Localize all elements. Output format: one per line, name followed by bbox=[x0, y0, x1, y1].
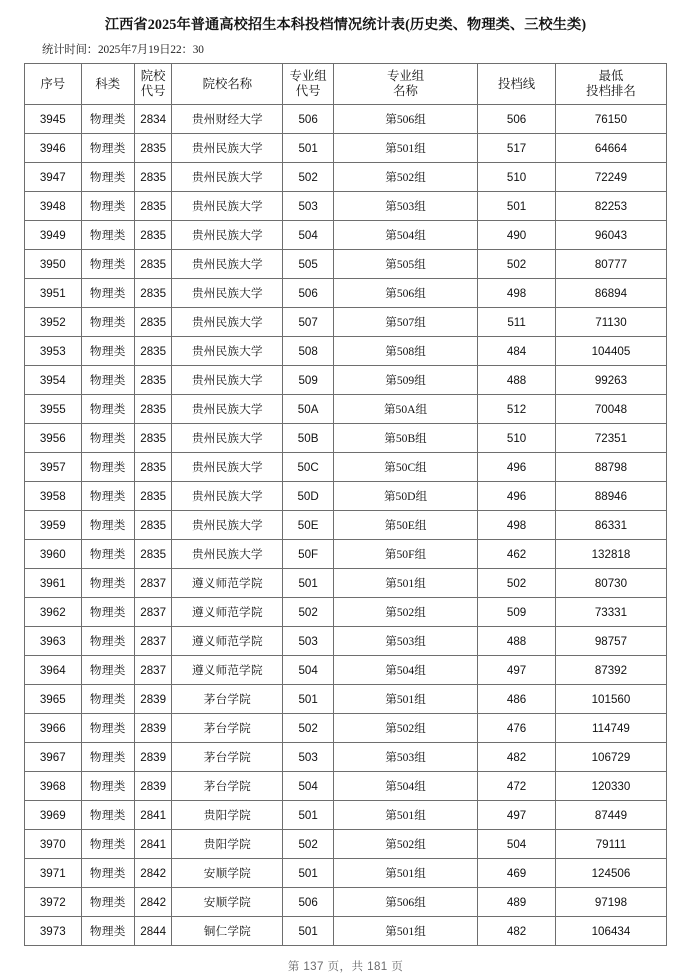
cell-score: 498 bbox=[478, 279, 556, 308]
cell-group-code: 504 bbox=[283, 772, 333, 801]
cell-group-code: 503 bbox=[283, 743, 333, 772]
cell-rank: 76150 bbox=[555, 105, 666, 134]
column-header-school-code-line2: 代号 bbox=[140, 84, 166, 98]
cell-seq: 3968 bbox=[25, 772, 82, 801]
cell-seq: 3955 bbox=[25, 395, 82, 424]
cell-seq: 3973 bbox=[25, 917, 82, 946]
cell-group-name: 第50F组 bbox=[333, 540, 477, 569]
table-row bbox=[25, 888, 667, 917]
cell-group-name: 第50A组 bbox=[333, 395, 477, 424]
cell-group-code: 509 bbox=[283, 366, 333, 395]
table-row bbox=[25, 337, 667, 366]
cell-school-code: 2834 bbox=[135, 105, 172, 134]
cell-school-name: 安顺学院 bbox=[172, 859, 283, 888]
column-header-category: 科类 bbox=[81, 64, 135, 105]
admission-score-table bbox=[24, 63, 667, 946]
cell-group-name: 第506组 bbox=[333, 888, 477, 917]
cell-score: 482 bbox=[478, 917, 556, 946]
cell-group-code: 50E bbox=[283, 511, 333, 540]
table-row bbox=[25, 743, 667, 772]
cell-group-code: 50C bbox=[283, 453, 333, 482]
table-row bbox=[25, 308, 667, 337]
table-header bbox=[25, 64, 667, 105]
cell-group-name: 第503组 bbox=[333, 627, 477, 656]
cell-school-code: 2844 bbox=[135, 917, 172, 946]
cell-school-code: 2835 bbox=[135, 395, 172, 424]
cell-school-name: 遵义师范学院 bbox=[172, 656, 283, 685]
cell-score: 496 bbox=[478, 482, 556, 511]
cell-school-code: 2835 bbox=[135, 337, 172, 366]
cell-category: 物理类 bbox=[81, 656, 135, 685]
cell-group-name: 第504组 bbox=[333, 221, 477, 250]
cell-group-code: 508 bbox=[283, 337, 333, 366]
cell-group-code: 502 bbox=[283, 714, 333, 743]
cell-category: 物理类 bbox=[81, 540, 135, 569]
cell-score: 488 bbox=[478, 366, 556, 395]
cell-school-name: 贵州民族大学 bbox=[172, 337, 283, 366]
cell-school-code: 2835 bbox=[135, 163, 172, 192]
cell-score: 486 bbox=[478, 685, 556, 714]
table-body bbox=[25, 105, 667, 946]
column-header-school-code bbox=[135, 64, 172, 105]
cell-category: 物理类 bbox=[81, 830, 135, 859]
cell-category: 物理类 bbox=[81, 772, 135, 801]
cell-school-code: 2841 bbox=[135, 801, 172, 830]
column-header-group-code-line2: 代号 bbox=[295, 84, 321, 98]
cell-category: 物理类 bbox=[81, 395, 135, 424]
cell-score: 484 bbox=[478, 337, 556, 366]
cell-seq: 3960 bbox=[25, 540, 82, 569]
cell-category: 物理类 bbox=[81, 569, 135, 598]
cell-group-code: 501 bbox=[283, 859, 333, 888]
cell-school-name: 贵州民族大学 bbox=[172, 424, 283, 453]
cell-rank: 88798 bbox=[555, 453, 666, 482]
cell-school-name: 贵州民族大学 bbox=[172, 540, 283, 569]
cell-category: 物理类 bbox=[81, 163, 135, 192]
cell-school-code: 2835 bbox=[135, 221, 172, 250]
cell-rank: 72249 bbox=[555, 163, 666, 192]
cell-school-name: 茅台学院 bbox=[172, 772, 283, 801]
cell-group-code: 503 bbox=[283, 192, 333, 221]
cell-rank: 71130 bbox=[555, 308, 666, 337]
cell-group-code: 506 bbox=[283, 105, 333, 134]
cell-score: 502 bbox=[478, 569, 556, 598]
cell-category: 物理类 bbox=[81, 366, 135, 395]
cell-rank: 72351 bbox=[555, 424, 666, 453]
cell-group-name: 第50B组 bbox=[333, 424, 477, 453]
cell-score: 510 bbox=[478, 163, 556, 192]
table-row bbox=[25, 772, 667, 801]
cell-school-name: 贵阳学院 bbox=[172, 801, 283, 830]
cell-seq: 3946 bbox=[25, 134, 82, 163]
cell-score: 472 bbox=[478, 772, 556, 801]
table-row bbox=[25, 656, 667, 685]
cell-category: 物理类 bbox=[81, 337, 135, 366]
cell-school-name: 贵州民族大学 bbox=[172, 511, 283, 540]
column-header-group-code bbox=[283, 64, 333, 105]
cell-category: 物理类 bbox=[81, 511, 135, 540]
cell-category: 物理类 bbox=[81, 453, 135, 482]
cell-group-name: 第501组 bbox=[333, 859, 477, 888]
cell-score: 476 bbox=[478, 714, 556, 743]
cell-category: 物理类 bbox=[81, 859, 135, 888]
cell-group-code: 501 bbox=[283, 134, 333, 163]
column-header-school-code-line1: 院校 bbox=[140, 69, 166, 83]
table-row bbox=[25, 569, 667, 598]
cell-group-name: 第502组 bbox=[333, 714, 477, 743]
cell-score: 482 bbox=[478, 743, 556, 772]
cell-score: 511 bbox=[478, 308, 556, 337]
cell-seq: 3951 bbox=[25, 279, 82, 308]
table-row bbox=[25, 395, 667, 424]
cell-seq: 3952 bbox=[25, 308, 82, 337]
cell-rank: 120330 bbox=[555, 772, 666, 801]
column-header-rank-line2: 投档排名 bbox=[586, 84, 636, 98]
cell-group-name: 第508组 bbox=[333, 337, 477, 366]
cell-rank: 86331 bbox=[555, 511, 666, 540]
cell-rank: 70048 bbox=[555, 395, 666, 424]
column-header-rank bbox=[555, 64, 666, 105]
page-title: 江西省2025年普通高校招生本科投档情况统计表(历史类、物理类、三校生类) bbox=[104, 17, 587, 33]
cell-school-name: 茅台学院 bbox=[172, 714, 283, 743]
page-footer: 第 137 页，共 181 页 bbox=[287, 960, 404, 973]
cell-group-name: 第503组 bbox=[333, 743, 477, 772]
cell-school-code: 2839 bbox=[135, 685, 172, 714]
table-header-row bbox=[25, 64, 667, 105]
cell-school-name: 贵州财经大学 bbox=[172, 105, 283, 134]
cell-group-name: 第504组 bbox=[333, 656, 477, 685]
cell-school-code: 2841 bbox=[135, 830, 172, 859]
cell-group-code: 50D bbox=[283, 482, 333, 511]
cell-school-code: 2842 bbox=[135, 888, 172, 917]
cell-school-code: 2835 bbox=[135, 453, 172, 482]
cell-group-code: 502 bbox=[283, 163, 333, 192]
cell-school-name: 贵阳学院 bbox=[172, 830, 283, 859]
cell-school-name: 贵州民族大学 bbox=[172, 250, 283, 279]
stat-time-label: 统计时间：2025年7月19日22：30 bbox=[42, 44, 204, 56]
cell-seq: 3956 bbox=[25, 424, 82, 453]
cell-score: 504 bbox=[478, 830, 556, 859]
cell-school-name: 安顺学院 bbox=[172, 888, 283, 917]
cell-group-name: 第501组 bbox=[333, 801, 477, 830]
cell-school-name: 遵义师范学院 bbox=[172, 627, 283, 656]
cell-school-name: 贵州民族大学 bbox=[172, 482, 283, 511]
cell-school-code: 2835 bbox=[135, 250, 172, 279]
cell-group-name: 第50C组 bbox=[333, 453, 477, 482]
cell-seq: 3966 bbox=[25, 714, 82, 743]
cell-school-code: 2835 bbox=[135, 482, 172, 511]
column-header-score: 投档线 bbox=[478, 64, 556, 105]
cell-category: 物理类 bbox=[81, 134, 135, 163]
cell-group-name: 第503组 bbox=[333, 192, 477, 221]
cell-category: 物理类 bbox=[81, 221, 135, 250]
cell-school-name: 贵州民族大学 bbox=[172, 366, 283, 395]
cell-score: 496 bbox=[478, 453, 556, 482]
cell-school-name: 茅台学院 bbox=[172, 685, 283, 714]
cell-rank: 97198 bbox=[555, 888, 666, 917]
column-header-group-name-line2: 名称 bbox=[393, 84, 418, 98]
cell-score: 497 bbox=[478, 801, 556, 830]
cell-group-code: 504 bbox=[283, 656, 333, 685]
cell-seq: 3949 bbox=[25, 221, 82, 250]
cell-group-name: 第502组 bbox=[333, 830, 477, 859]
cell-group-name: 第505组 bbox=[333, 250, 477, 279]
cell-school-code: 2842 bbox=[135, 859, 172, 888]
cell-category: 物理类 bbox=[81, 279, 135, 308]
cell-rank: 86894 bbox=[555, 279, 666, 308]
cell-category: 物理类 bbox=[81, 250, 135, 279]
cell-school-code: 2835 bbox=[135, 192, 172, 221]
table-row bbox=[25, 598, 667, 627]
table-row bbox=[25, 714, 667, 743]
cell-score: 506 bbox=[478, 105, 556, 134]
cell-school-name: 贵州民族大学 bbox=[172, 453, 283, 482]
cell-seq: 3964 bbox=[25, 656, 82, 685]
cell-score: 489 bbox=[478, 888, 556, 917]
cell-category: 物理类 bbox=[81, 598, 135, 627]
column-header-group-code-line1: 专业组 bbox=[289, 69, 327, 83]
cell-rank: 114749 bbox=[555, 714, 666, 743]
cell-group-code: 506 bbox=[283, 279, 333, 308]
column-header-group-name bbox=[333, 64, 477, 105]
table-row bbox=[25, 192, 667, 221]
cell-group-name: 第507组 bbox=[333, 308, 477, 337]
table-row bbox=[25, 221, 667, 250]
cell-school-name: 遵义师范学院 bbox=[172, 598, 283, 627]
cell-group-name: 第50D组 bbox=[333, 482, 477, 511]
table-row bbox=[25, 424, 667, 453]
cell-group-code: 501 bbox=[283, 801, 333, 830]
cell-seq: 3959 bbox=[25, 511, 82, 540]
cell-group-name: 第501组 bbox=[333, 917, 477, 946]
cell-rank: 87449 bbox=[555, 801, 666, 830]
cell-school-code: 2837 bbox=[135, 598, 172, 627]
cell-score: 509 bbox=[478, 598, 556, 627]
cell-score: 501 bbox=[478, 192, 556, 221]
cell-rank: 98757 bbox=[555, 627, 666, 656]
column-header-seq: 序号 bbox=[25, 64, 82, 105]
cell-rank: 88946 bbox=[555, 482, 666, 511]
column-header-school-name: 院校名称 bbox=[172, 64, 283, 105]
cell-seq: 3953 bbox=[25, 337, 82, 366]
cell-category: 物理类 bbox=[81, 888, 135, 917]
cell-seq: 3945 bbox=[25, 105, 82, 134]
cell-group-name: 第506组 bbox=[333, 279, 477, 308]
cell-school-name: 贵州民族大学 bbox=[172, 163, 283, 192]
cell-school-code: 2835 bbox=[135, 366, 172, 395]
cell-seq: 3965 bbox=[25, 685, 82, 714]
cell-school-code: 2839 bbox=[135, 743, 172, 772]
cell-school-code: 2835 bbox=[135, 279, 172, 308]
cell-rank: 73331 bbox=[555, 598, 666, 627]
cell-category: 物理类 bbox=[81, 424, 135, 453]
cell-school-code: 2837 bbox=[135, 569, 172, 598]
table-row bbox=[25, 801, 667, 830]
cell-school-name: 贵州民族大学 bbox=[172, 308, 283, 337]
cell-score: 517 bbox=[478, 134, 556, 163]
cell-score: 498 bbox=[478, 511, 556, 540]
cell-seq: 3970 bbox=[25, 830, 82, 859]
cell-school-code: 2839 bbox=[135, 714, 172, 743]
cell-seq: 3958 bbox=[25, 482, 82, 511]
cell-rank: 106434 bbox=[555, 917, 666, 946]
cell-group-code: 501 bbox=[283, 569, 333, 598]
cell-score: 462 bbox=[478, 540, 556, 569]
cell-seq: 3957 bbox=[25, 453, 82, 482]
cell-school-name: 遵义师范学院 bbox=[172, 569, 283, 598]
cell-group-name: 第501组 bbox=[333, 685, 477, 714]
cell-score: 510 bbox=[478, 424, 556, 453]
cell-group-code: 504 bbox=[283, 221, 333, 250]
cell-category: 物理类 bbox=[81, 192, 135, 221]
cell-school-name: 茅台学院 bbox=[172, 743, 283, 772]
table-row bbox=[25, 917, 667, 946]
cell-school-name: 贵州民族大学 bbox=[172, 279, 283, 308]
cell-group-name: 第504组 bbox=[333, 772, 477, 801]
cell-score: 497 bbox=[478, 656, 556, 685]
cell-group-code: 50F bbox=[283, 540, 333, 569]
cell-seq: 3950 bbox=[25, 250, 82, 279]
cell-rank: 82253 bbox=[555, 192, 666, 221]
table-row bbox=[25, 105, 667, 134]
cell-school-name: 贵州民族大学 bbox=[172, 134, 283, 163]
cell-seq: 3947 bbox=[25, 163, 82, 192]
column-header-rank-line1: 最低 bbox=[598, 69, 624, 83]
cell-category: 物理类 bbox=[81, 801, 135, 830]
table-row bbox=[25, 830, 667, 859]
cell-school-code: 2835 bbox=[135, 308, 172, 337]
table-row bbox=[25, 163, 667, 192]
cell-seq: 3969 bbox=[25, 801, 82, 830]
cell-group-code: 502 bbox=[283, 830, 333, 859]
cell-school-code: 2839 bbox=[135, 772, 172, 801]
cell-rank: 104405 bbox=[555, 337, 666, 366]
cell-seq: 3972 bbox=[25, 888, 82, 917]
cell-school-code: 2835 bbox=[135, 540, 172, 569]
cell-group-name: 第509组 bbox=[333, 366, 477, 395]
cell-category: 物理类 bbox=[81, 308, 135, 337]
cell-category: 物理类 bbox=[81, 627, 135, 656]
cell-group-code: 501 bbox=[283, 917, 333, 946]
cell-group-code: 50A bbox=[283, 395, 333, 424]
cell-category: 物理类 bbox=[81, 685, 135, 714]
cell-group-name: 第50E组 bbox=[333, 511, 477, 540]
table-row bbox=[25, 859, 667, 888]
cell-rank: 64664 bbox=[555, 134, 666, 163]
cell-rank: 79111 bbox=[555, 830, 666, 859]
cell-group-code: 50B bbox=[283, 424, 333, 453]
cell-score: 512 bbox=[478, 395, 556, 424]
table-row bbox=[25, 250, 667, 279]
table-row bbox=[25, 453, 667, 482]
cell-score: 490 bbox=[478, 221, 556, 250]
cell-school-name: 贵州民族大学 bbox=[172, 192, 283, 221]
cell-group-code: 506 bbox=[283, 888, 333, 917]
cell-group-code: 505 bbox=[283, 250, 333, 279]
table-row bbox=[25, 685, 667, 714]
cell-group-name: 第501组 bbox=[333, 134, 477, 163]
cell-seq: 3967 bbox=[25, 743, 82, 772]
cell-school-code: 2835 bbox=[135, 511, 172, 540]
cell-school-code: 2835 bbox=[135, 134, 172, 163]
cell-rank: 96043 bbox=[555, 221, 666, 250]
cell-rank: 101560 bbox=[555, 685, 666, 714]
cell-group-name: 第506组 bbox=[333, 105, 477, 134]
cell-seq: 3963 bbox=[25, 627, 82, 656]
cell-school-name: 贵州民族大学 bbox=[172, 221, 283, 250]
cell-group-name: 第501组 bbox=[333, 569, 477, 598]
cell-score: 469 bbox=[478, 859, 556, 888]
cell-group-name: 第502组 bbox=[333, 598, 477, 627]
table-row bbox=[25, 627, 667, 656]
cell-seq: 3961 bbox=[25, 569, 82, 598]
cell-rank: 99263 bbox=[555, 366, 666, 395]
cell-score: 502 bbox=[478, 250, 556, 279]
cell-school-code: 2835 bbox=[135, 424, 172, 453]
cell-category: 物理类 bbox=[81, 743, 135, 772]
cell-seq: 3962 bbox=[25, 598, 82, 627]
cell-school-name: 贵州民族大学 bbox=[172, 395, 283, 424]
table-row bbox=[25, 482, 667, 511]
table-row bbox=[25, 540, 667, 569]
table-row bbox=[25, 279, 667, 308]
cell-school-code: 2837 bbox=[135, 627, 172, 656]
cell-rank: 87392 bbox=[555, 656, 666, 685]
cell-score: 488 bbox=[478, 627, 556, 656]
cell-seq: 3948 bbox=[25, 192, 82, 221]
cell-school-code: 2837 bbox=[135, 656, 172, 685]
cell-school-name: 铜仁学院 bbox=[172, 917, 283, 946]
cell-group-name: 第502组 bbox=[333, 163, 477, 192]
cell-rank: 80777 bbox=[555, 250, 666, 279]
table-row bbox=[25, 366, 667, 395]
cell-rank: 124506 bbox=[555, 859, 666, 888]
cell-rank: 132818 bbox=[555, 540, 666, 569]
cell-rank: 106729 bbox=[555, 743, 666, 772]
cell-category: 物理类 bbox=[81, 917, 135, 946]
column-header-group-name-line1: 专业组 bbox=[386, 69, 425, 83]
table-row bbox=[25, 134, 667, 163]
cell-seq: 3971 bbox=[25, 859, 82, 888]
table-row bbox=[25, 511, 667, 540]
cell-seq: 3954 bbox=[25, 366, 82, 395]
cell-category: 物理类 bbox=[81, 714, 135, 743]
cell-group-code: 501 bbox=[283, 685, 333, 714]
cell-group-code: 502 bbox=[283, 598, 333, 627]
cell-rank: 80730 bbox=[555, 569, 666, 598]
cell-category: 物理类 bbox=[81, 105, 135, 134]
cell-group-code: 507 bbox=[283, 308, 333, 337]
cell-category: 物理类 bbox=[81, 482, 135, 511]
cell-group-code: 503 bbox=[283, 627, 333, 656]
